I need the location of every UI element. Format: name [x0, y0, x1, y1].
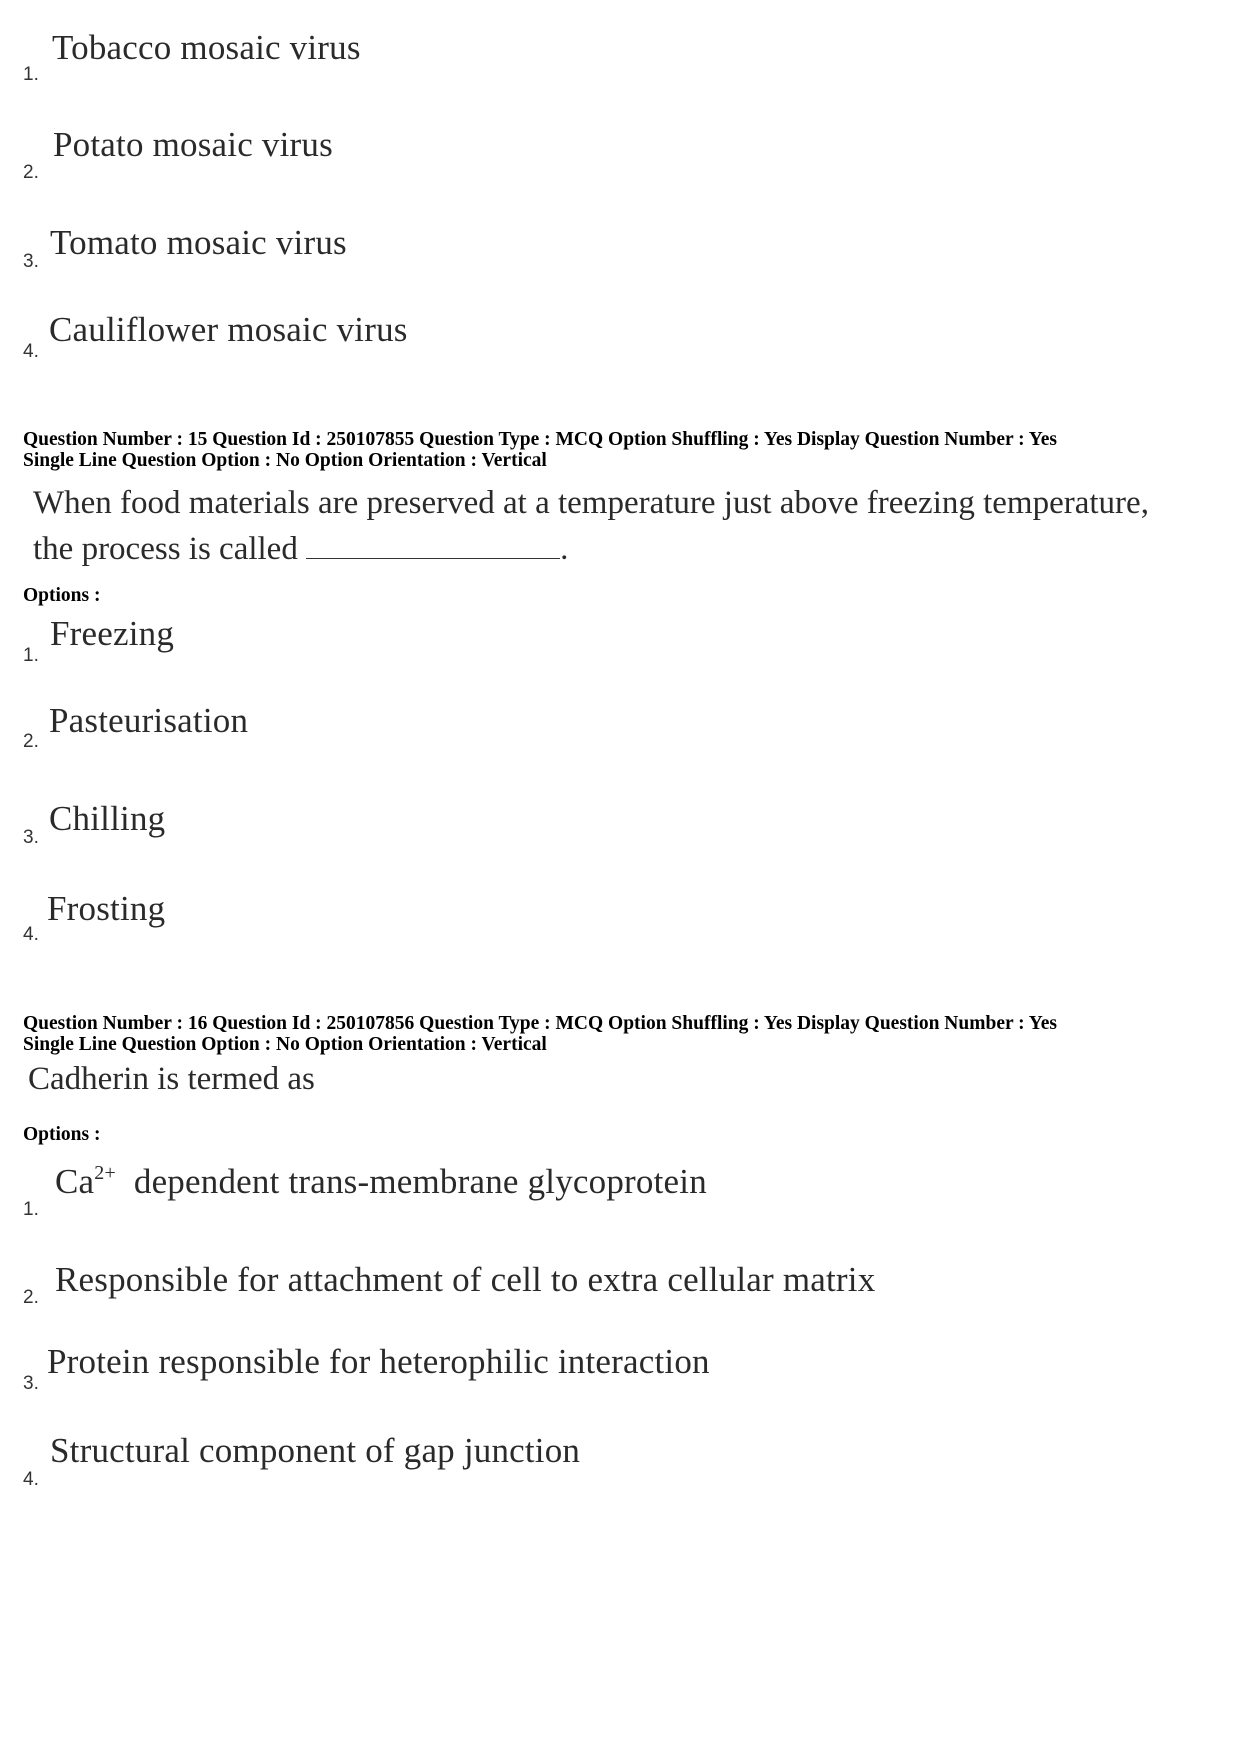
option-number: 1.: [23, 64, 39, 85]
question-meta: [23, 429, 1057, 471]
question-meta-line1: Question Number : 15 Question Id : 250107855 Question Type : MCQ Option Shuffling : Yes Display Question Number : Yes: [23, 429, 1057, 450]
option-number: 4.: [23, 924, 39, 945]
option-number: 2.: [23, 162, 39, 183]
question-meta-line1: Question Number : 16 Question Id : 250107856 Question Type : MCQ Option Shuffling : Yes Display Question Number : Yes: [23, 1013, 1057, 1034]
option-text: [55, 1162, 707, 1202]
question-meta: [23, 1013, 1057, 1055]
option-text: Freezing: [50, 614, 175, 653]
option-text: Protein responsible for heterophilic interaction: [47, 1342, 710, 1381]
option-number: 2.: [23, 1287, 39, 1308]
option-text: Frosting: [47, 889, 166, 928]
question-text: [33, 480, 1149, 572]
calcium-symbol: Ca: [55, 1162, 95, 1201]
question-text-line1: When food materials are preserved at a temperature just above freezing temperature,: [33, 485, 1149, 521]
option-number: 3.: [23, 251, 39, 272]
calcium-charge: 2+: [94, 1162, 116, 1184]
option-text: Structural component of gap junction: [50, 1431, 581, 1470]
question-text: Cadherin is termed as: [28, 1061, 315, 1097]
option-text: Cauliflower mosaic virus: [49, 310, 408, 349]
question-text-line2-start: the process is called: [33, 531, 298, 567]
option-text: Pasteurisation: [49, 701, 249, 740]
question-text-line2: [33, 526, 1149, 572]
options-label: Options :: [23, 585, 101, 606]
option-number: 2.: [23, 731, 39, 752]
option-number: 4.: [23, 341, 39, 362]
option-number: 1.: [23, 1199, 39, 1220]
question-meta-line2: Single Line Question Option : No Option Orientation : Vertical: [23, 1034, 547, 1055]
question-meta-line2: Single Line Question Option : No Option Orientation : Vertical: [23, 450, 547, 471]
question-text-end: .: [560, 531, 569, 567]
option-text: Tomato mosaic virus: [50, 223, 347, 262]
option-number: 1.: [23, 645, 39, 666]
option-text: Responsible for attachment of cell to extra cellular matrix: [55, 1260, 876, 1299]
option-text: Potato mosaic virus: [53, 125, 333, 164]
fill-in-blank: [306, 530, 560, 559]
option-number: 3.: [23, 1373, 39, 1394]
option-number: 3.: [23, 827, 39, 848]
options-label: Options :: [23, 1124, 101, 1145]
option-text: Tobacco mosaic virus: [52, 28, 361, 67]
option-text: Chilling: [49, 799, 166, 838]
option-number: 4.: [23, 1469, 39, 1490]
option-text-rest: dependent trans-membrane glycoprotein: [133, 1162, 707, 1201]
